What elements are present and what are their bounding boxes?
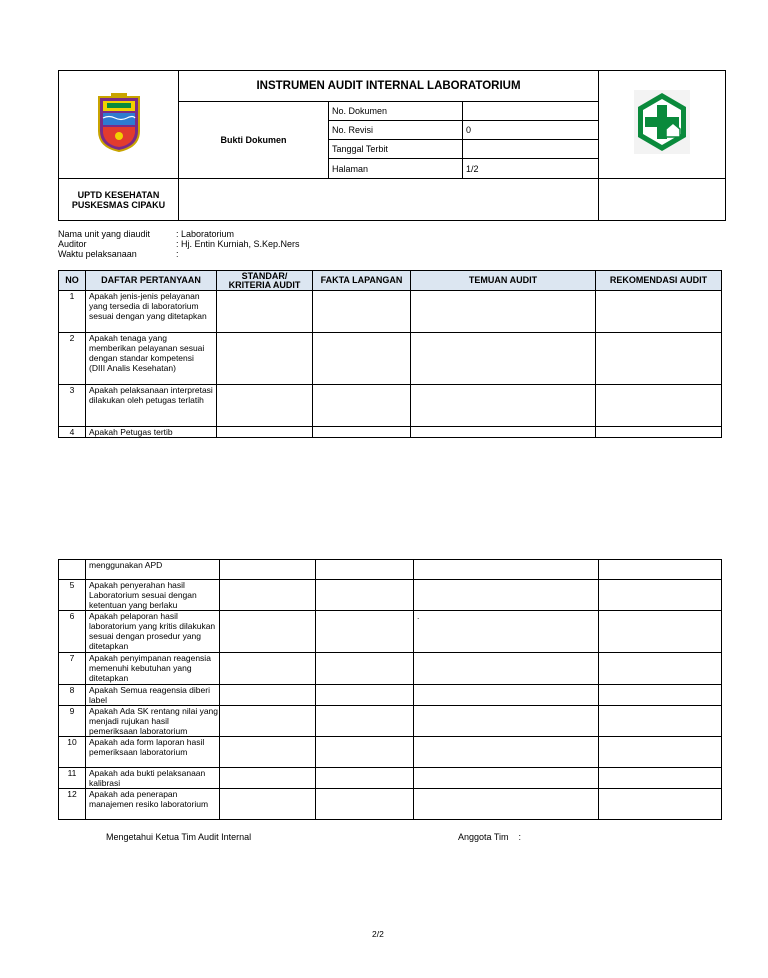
bukti-dokumen-label: Bukti Dokumen xyxy=(179,102,329,179)
col-header: TEMUAN AUDIT xyxy=(411,271,596,291)
question-text: Apakah ada bukti pelaksanaan kalibrasi xyxy=(86,768,220,789)
row-number: 6 xyxy=(59,611,86,653)
puskesmas-emblem-icon xyxy=(633,89,691,155)
empty-cell xyxy=(599,685,722,706)
doc-field-label: Halaman xyxy=(329,159,463,178)
empty-cell xyxy=(599,580,722,611)
empty-cell xyxy=(596,385,722,427)
row-number: 5 xyxy=(59,580,86,611)
meta-label: Waktu pelaksanaan xyxy=(58,249,137,259)
empty-cell xyxy=(220,706,316,737)
table-row xyxy=(59,685,722,706)
audit-meta xyxy=(58,229,300,259)
col-header: STANDAR/ KRITERIA AUDIT xyxy=(217,271,313,291)
temuan-cell xyxy=(414,580,599,611)
row-number xyxy=(59,560,86,580)
regency-crest-logo xyxy=(95,91,143,153)
doc-field-label: Tanggal Terbit xyxy=(329,140,463,158)
empty-cell xyxy=(316,611,414,653)
table-row xyxy=(59,706,722,737)
question-text: Apakah Petugas tertib xyxy=(86,427,217,438)
empty-cell xyxy=(411,427,596,438)
row-number: 12 xyxy=(59,789,86,820)
signature-left-label: Mengetahui Ketua Tim Audit Internal xyxy=(106,832,252,842)
question-text: Apakah pelaksanaan interpretasi dilakukan oleh petugas terlatih xyxy=(86,385,217,427)
empty-cell xyxy=(599,789,722,820)
table-row xyxy=(59,611,722,653)
signature-right-label: Anggota Tim : xyxy=(458,832,522,842)
empty-cell xyxy=(316,653,414,685)
temuan-cell xyxy=(414,768,599,789)
question-text: Apakah tenaga yang memberikan pelayanan sesuai dengan standar kompetensi (DIII Analis Kesehatan) xyxy=(86,333,217,385)
question-text: Apakah penyimpanan reagensia memenuhi kebutuhan yang ditetapkan xyxy=(86,653,220,685)
table-row xyxy=(59,580,722,611)
audit-table-page1 xyxy=(58,270,722,438)
empty-cell xyxy=(599,179,726,221)
doc-field-value xyxy=(463,102,599,120)
table-row xyxy=(59,789,722,820)
doc-field-value: 1/2 xyxy=(466,163,479,174)
col-header: REKOMENDASI AUDIT xyxy=(596,271,722,291)
right-logo-cell xyxy=(599,71,726,179)
row-number: 7 xyxy=(59,653,86,685)
question-text: Apakah pelaporan hasil laboratorium yang kritis dilakukan sesuai dengan prosedur yang ditetapkan xyxy=(86,611,220,653)
meta-label: Auditor xyxy=(58,239,87,249)
row-number: 1 xyxy=(59,291,86,333)
doc-field-value xyxy=(463,140,599,158)
empty-cell xyxy=(220,768,316,789)
temuan-cell xyxy=(414,706,599,737)
temuan-cell xyxy=(414,685,599,706)
empty-cell xyxy=(217,427,313,438)
empty-cell xyxy=(316,706,414,737)
table-row xyxy=(59,385,722,427)
empty-cell xyxy=(599,560,722,580)
col-header: FAKTA LAPANGAN xyxy=(313,271,411,291)
table-row xyxy=(59,653,722,685)
empty-cell xyxy=(599,706,722,737)
temuan-cell xyxy=(414,737,599,768)
row-number: 2 xyxy=(59,333,86,385)
empty-cell xyxy=(316,560,414,580)
empty-cell xyxy=(313,427,411,438)
empty-cell xyxy=(179,179,599,221)
empty-cell xyxy=(313,385,411,427)
meta-value: : xyxy=(176,249,179,259)
empty-cell xyxy=(596,427,722,438)
table-row xyxy=(59,560,722,580)
meta-label: Nama unit yang diaudit xyxy=(58,229,151,239)
unit-name: UPTD KESEHATAN PUSKESMAS CIPAKU xyxy=(59,179,179,221)
empty-cell xyxy=(316,789,414,820)
empty-cell xyxy=(411,333,596,385)
table-row xyxy=(59,737,722,768)
table-row xyxy=(59,333,722,385)
doc-field-value: 0 xyxy=(466,125,472,135)
col-header: NO xyxy=(59,271,86,291)
temuan-cell xyxy=(414,789,599,820)
empty-cell xyxy=(217,291,313,333)
empty-cell xyxy=(316,737,414,768)
empty-cell xyxy=(220,789,316,820)
empty-cell xyxy=(599,768,722,789)
question-text: Apakah penyerahan hasil Laboratorium sesuai dengan ketentuan yang berlaku xyxy=(86,580,220,611)
meta-value: : Hj. Entin Kurniah, S.Kep.Ners xyxy=(176,239,300,249)
empty-cell xyxy=(220,653,316,685)
row-number: 8 xyxy=(59,685,86,706)
row-number: 3 xyxy=(59,385,86,427)
audit-table-page2 xyxy=(58,559,722,820)
empty-cell xyxy=(316,768,414,789)
empty-cell xyxy=(316,685,414,706)
empty-cell xyxy=(316,580,414,611)
table-row xyxy=(59,427,722,438)
empty-cell xyxy=(313,333,411,385)
table-row xyxy=(59,768,722,789)
empty-cell xyxy=(220,611,316,653)
empty-cell xyxy=(220,685,316,706)
empty-cell xyxy=(599,611,722,653)
temuan-cell xyxy=(414,653,599,685)
empty-cell xyxy=(220,580,316,611)
question-text: Apakah ada penerapan manajemen resiko laboratorium xyxy=(86,789,220,820)
question-text: Apakah Semua reagensia diberi label xyxy=(86,685,220,706)
temuan-cell: . xyxy=(414,611,599,653)
question-text: Apakah Ada SK rentang nilai yang menjadi rujukan hasil pemeriksaan laboratorium xyxy=(86,706,220,737)
question-text: Apakah ada form laporan hasil pemeriksaan laboratorium xyxy=(86,737,220,768)
col-header: DAFTAR PERTANYAAN xyxy=(86,271,217,291)
empty-cell xyxy=(599,653,722,685)
document-header xyxy=(58,70,726,221)
doc-field-label: No. Revisi xyxy=(329,121,463,139)
row-number: 11 xyxy=(59,768,86,789)
page-number: 2/2 xyxy=(372,929,384,939)
table-row xyxy=(59,291,722,333)
empty-cell xyxy=(217,385,313,427)
empty-cell xyxy=(596,333,722,385)
empty-cell xyxy=(220,560,316,580)
question-text: menggunakan APD xyxy=(86,560,220,580)
empty-cell xyxy=(220,737,316,768)
empty-cell xyxy=(596,291,722,333)
meta-value: : Laboratorium xyxy=(176,229,235,239)
empty-cell xyxy=(313,291,411,333)
doc-field-label: No. Dokumen xyxy=(329,102,463,120)
document-title: INSTRUMEN AUDIT INTERNAL LABORATORIUM xyxy=(179,71,599,102)
left-logo-cell xyxy=(59,71,179,179)
question-text: Apakah jenis-jenis pelayanan yang tersedia di laboratorium sesuai dengan yang ditetapkan xyxy=(86,291,217,333)
row-number: 10 xyxy=(59,737,86,768)
row-number: 4 xyxy=(59,427,86,438)
temuan-cell xyxy=(414,560,599,580)
empty-cell xyxy=(217,333,313,385)
row-number: 9 xyxy=(59,706,86,737)
empty-cell xyxy=(599,737,722,768)
empty-cell xyxy=(411,385,596,427)
empty-cell xyxy=(411,291,596,333)
